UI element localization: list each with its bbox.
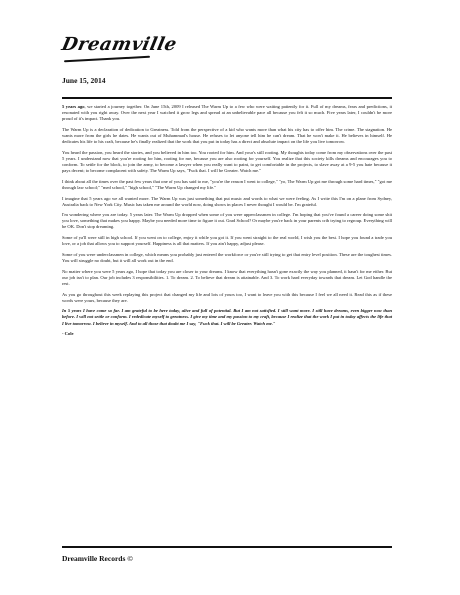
paragraph: You heard the passion, you heard the stories, and you believed in him too. You rooted for him. And your's still rooting. My thoughts today come from my observations over the past 5 years. I understand now that you're rooting for him, rooting for me, because you are also rooting for yourself. You realize that this society kills dreams and encourages you to conform. To settle for the block, to join the army, to become a lawyer when you really want to paint, to get comfortable in the projects, to slave away at a 9-5 you hate because it pays decent; to become complacent with safety. The Warm Up says, "Fuck that. I will be Greater. Watch me.": [62, 149, 392, 174]
paragraph-lead: 5 years ago: [62, 104, 85, 109]
paragraph: As you go throughout this week replaying this project that changed my life and lots of yours too, I want to leave you with this because I feel we all need it. Read this as if these words were yours, because they are.: [62, 291, 392, 303]
paragraph: Some of you were underclassmen in college, which means you probably just entered the workforce or you're still trying to get that entry level position. These are the toughest times. You will struggle no doubt, but it will all work out in the end.: [62, 251, 392, 264]
footer-divider: [62, 546, 392, 548]
paragraph: Some of ya'll were still in high school. If you went on to college, enjoy it while you got it. If you went straight to the real world, I wish you the best. I hope you found a trade you love, or a job that allows you to support yourself. Happiness is all that matters. If you ain't happy, adjust please.: [62, 235, 392, 247]
signature: - Cole: [62, 331, 74, 337]
letter-date: June 15, 2014: [62, 76, 106, 85]
footer-label: Dreamville Records ©: [62, 554, 133, 563]
paragraph: I'm wondering where you are today. 5 years later. The Warm Up dropped when some of you were upperclassmen in college. I'm hoping that you've found a career doing some shit you love, something that makes you happy. Maybe you needed more time to figure it out. Grad School? Or maybe you're back in your parents crib trying to regroup. Everything will be OK. Don't stop dreaming.: [62, 212, 392, 230]
paragraph: [62, 104, 392, 122]
logo-swoosh: [64, 56, 150, 62]
paragraph: I imagine that 5 years ago we all wanted more. The Warm Up was just something that put music and words to what we were feeling. As I write this I'm on a plane from Sydney, Australia back to New York City. Music has taken me around the world now, doing shows in places I never thought I would be. I'm grateful.: [62, 195, 392, 207]
letter-body: [62, 104, 392, 342]
paragraph: No matter where you were 5 years ago, I hope that today you are closer to your dreams. I know that everything hasn't gone exactly the way you planned, it hasn't for me either. But our job isn't to plan. Our job includes 3 responsibilities. 1. To dream. 2. To believe that dream is attainable. And 3. To work hard everyday towards that dream. Let God handle the rest.: [62, 268, 392, 286]
paragraph: The Warm Up is a declaration of dedication to Greatness. Told from the perspective of a kid who wants more than what his city has to offer him. The crime. The stagnation. He wants more from the girls he dates. He wants out of Muhammad's house. He refuses to let anyone tell him he can't dream. That he won't make it. He believes in himself. He dedicates his life to his craft, because he's finally realized that the work that you put in today has a direct and absolute impact on the life you live tomorrow.: [62, 126, 392, 145]
paragraph-text: , we started a journey together. On June 15th, 2009 I released The Warm Up to a few who were waiting patiently for it. Full of my dreams, fears and predictions, it resonated with you right away. Over the next year I watched it grow legs and spread at an unbelievable pace all because you felt it so much. Five years later, I couldn't be more proud of it's impact. Thank you.: [62, 104, 392, 122]
header-divider: [62, 97, 392, 99]
closing-statement: In 5 years I have come so far. I am grateful to be here today, alive and full of potential. But I am not satisfied. I still want more. I still have dreams, even bigger now than before. I will not settle or conform. I rededicate myself to greatness. I give my time and my passion to my craft, because I realize that the work I put in today affects the life that I live tomorrow. I believe in myself. And to all those that doubt me I say, "Fuck that. I will be Greater. Watch me.": [62, 308, 392, 326]
dreamville-logo: Dreamville: [59, 34, 179, 55]
paragraph: I think about all the times over the past few years that one of you has said to me, "you're the reason I went to college," "yo, The Warm Up got me through some hard times," "got me through law school;" "med school," "high school," "The Warm Up changed my life.": [62, 178, 392, 190]
